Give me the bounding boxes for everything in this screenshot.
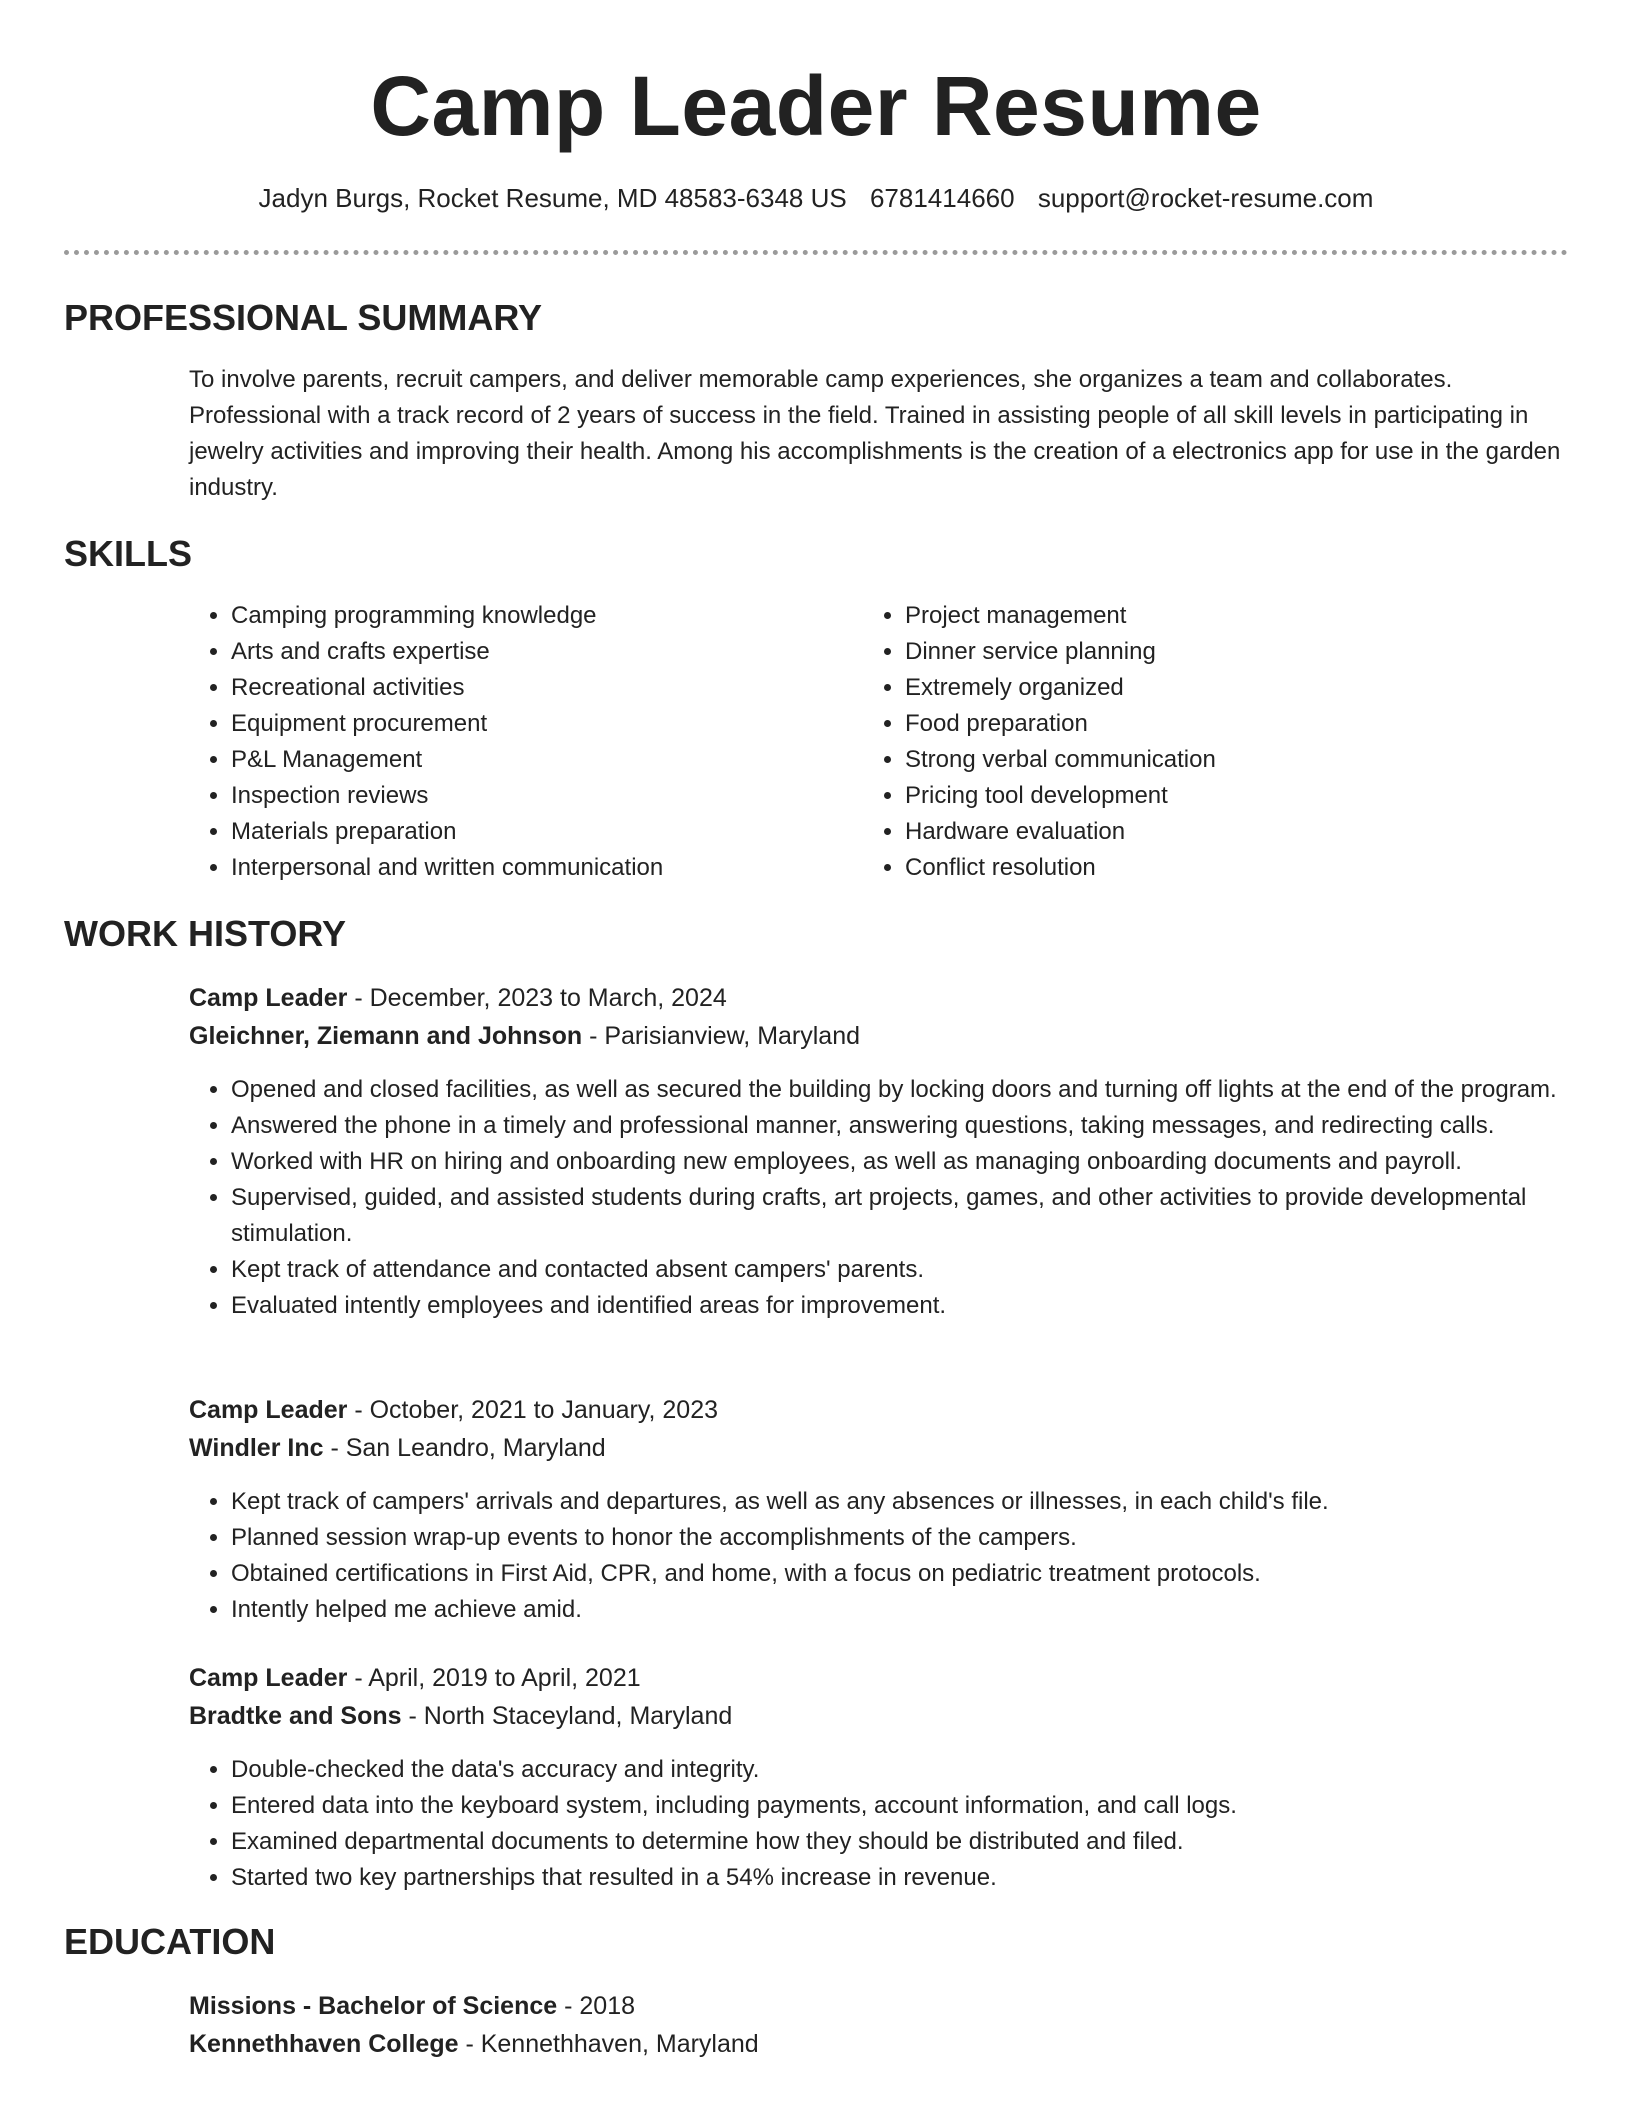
summary-heading: PROFESSIONAL SUMMARY (64, 297, 543, 338)
job-company-line (189, 1017, 860, 1055)
resume-title: Camp Leader Resume (370, 59, 1262, 153)
job-bullet: • Supervised, guided, and assisted students during crafts, art projects, games, and other activities to provide developmental stimulation. (231, 1180, 1571, 1252)
job-bullet: • Obtained certifications in First Aid, CPR, and home, with a focus on pediatric treatment protocols. (231, 1556, 1571, 1592)
job-bullet: • Kept track of campers' arrivals and departures, as well as any absences or illnesses, in each child's file. (231, 1484, 1571, 1520)
skill-item: • Hardware evaluation (905, 814, 1525, 850)
job-dates: - December, 2023 to March, 2024 (347, 984, 727, 1012)
job-bullet: • Evaluated intently employees and identified areas for improvement. (231, 1288, 1571, 1324)
skill-item: • Arts and crafts expertise (231, 634, 851, 670)
job-bullet: • Planned session wrap-up events to honor the accomplishments of the campers. (231, 1520, 1571, 1556)
contact-line (0, 180, 1632, 216)
skill-item: • Camping programming knowledge (231, 598, 851, 634)
job-bullet: • Started two key partnerships that resulted in a 54% increase in revenue. (231, 1860, 1571, 1896)
job-location: - North Staceyland, Maryland (401, 1702, 733, 1730)
job-bullet: • Examined departmental documents to determine how they should be distributed and filed. (231, 1824, 1571, 1860)
skill-item: • Recreational activities (231, 670, 851, 706)
job-title-line (189, 1659, 641, 1697)
education-year: - 2018 (557, 1992, 636, 2020)
skill-item: • Materials preparation (231, 814, 851, 850)
education-degree: Missions - Bachelor of Science (189, 1992, 558, 2020)
skill-item: • Strong verbal communication (905, 742, 1525, 778)
education-school-line (189, 2025, 759, 2063)
job-bullets (187, 1752, 1571, 1896)
job-bullet: • Worked with HR on hiring and onboarding new employees, as well as managing onboarding documents and payroll. (231, 1144, 1571, 1180)
skill-item: • Interpersonal and written communication (231, 850, 851, 886)
skill-item: • Pricing tool development (905, 778, 1525, 814)
education-school: Kennethhaven College (189, 2030, 459, 2058)
job-title-line (189, 1391, 718, 1429)
skills-heading: SKILLS (64, 533, 193, 574)
work-heading: WORK HISTORY (64, 913, 347, 954)
skill-item: • Inspection reviews (231, 778, 851, 814)
job-company: Bradtke and Sons (189, 1702, 402, 1730)
header-divider (64, 250, 1568, 255)
skill-item: • Project management (905, 598, 1525, 634)
contact-phone: 6781414660 (869, 183, 1015, 213)
job-bullet: • Entered data into the keyboard system, including payments, account information, and call logs. (231, 1788, 1571, 1824)
skill-item: • P&L Management (231, 742, 851, 778)
job-title: Camp Leader (189, 1664, 348, 1692)
skill-item: • Dinner service planning (905, 634, 1525, 670)
skill-item: • Equipment procurement (231, 706, 851, 742)
job-company-line (189, 1697, 732, 1735)
job-bullet: • Intently helped me achieve amid. (231, 1592, 1571, 1628)
education-degree-line (189, 1987, 635, 2025)
job-location: - Parisianview, Maryland (582, 1022, 861, 1050)
summary-text: To involve parents, recruit campers, and deliver memorable camp experiences, she organizes a team and collaborates. Professional with a track record of 2 years of success in the field. Trained in assisting people of all skill levels in participating in jewelry activities and improving their health. Among his accomplishments is the creation of a electronics app for use in the garden industry. (189, 366, 1561, 501)
skills-list-left (187, 598, 851, 886)
job-company-line (189, 1429, 606, 1467)
job-title: Camp Leader (189, 984, 348, 1012)
job-company: Windler Inc (189, 1434, 324, 1462)
job-bullet: • Answered the phone in a timely and professional manner, answering questions, taking messages, and redirecting calls. (231, 1108, 1571, 1144)
skills-list-right (861, 598, 1525, 886)
skill-item: • Extremely organized (905, 670, 1525, 706)
contact-address: Jadyn Burgs, Rocket Resume, MD 48583-6348 US (258, 183, 847, 213)
education-heading: EDUCATION (64, 1921, 276, 1962)
job-bullets (187, 1072, 1571, 1324)
job-dates: - October, 2021 to January, 2023 (347, 1396, 718, 1424)
job-bullet: • Double-checked the data's accuracy and integrity. (231, 1752, 1571, 1788)
job-location: - San Leandro, Maryland (323, 1434, 606, 1462)
job-title: Camp Leader (189, 1396, 348, 1424)
skill-item: • Food preparation (905, 706, 1525, 742)
job-bullet: • Opened and closed facilities, as well as secured the building by locking doors and turning off lights at the end of the program. (231, 1072, 1571, 1108)
job-bullet: • Kept track of attendance and contacted absent campers' parents. (231, 1252, 1571, 1288)
job-bullets (187, 1484, 1571, 1628)
job-title-line (189, 979, 727, 1017)
job-company: Gleichner, Ziemann and Johnson (189, 1022, 583, 1050)
education-location: - Kennethhaven, Maryland (458, 2030, 759, 2058)
job-dates: - April, 2019 to April, 2021 (347, 1664, 641, 1692)
skill-item: • Conflict resolution (905, 850, 1525, 886)
contact-email: support@rocket-resume.com (1037, 183, 1374, 213)
